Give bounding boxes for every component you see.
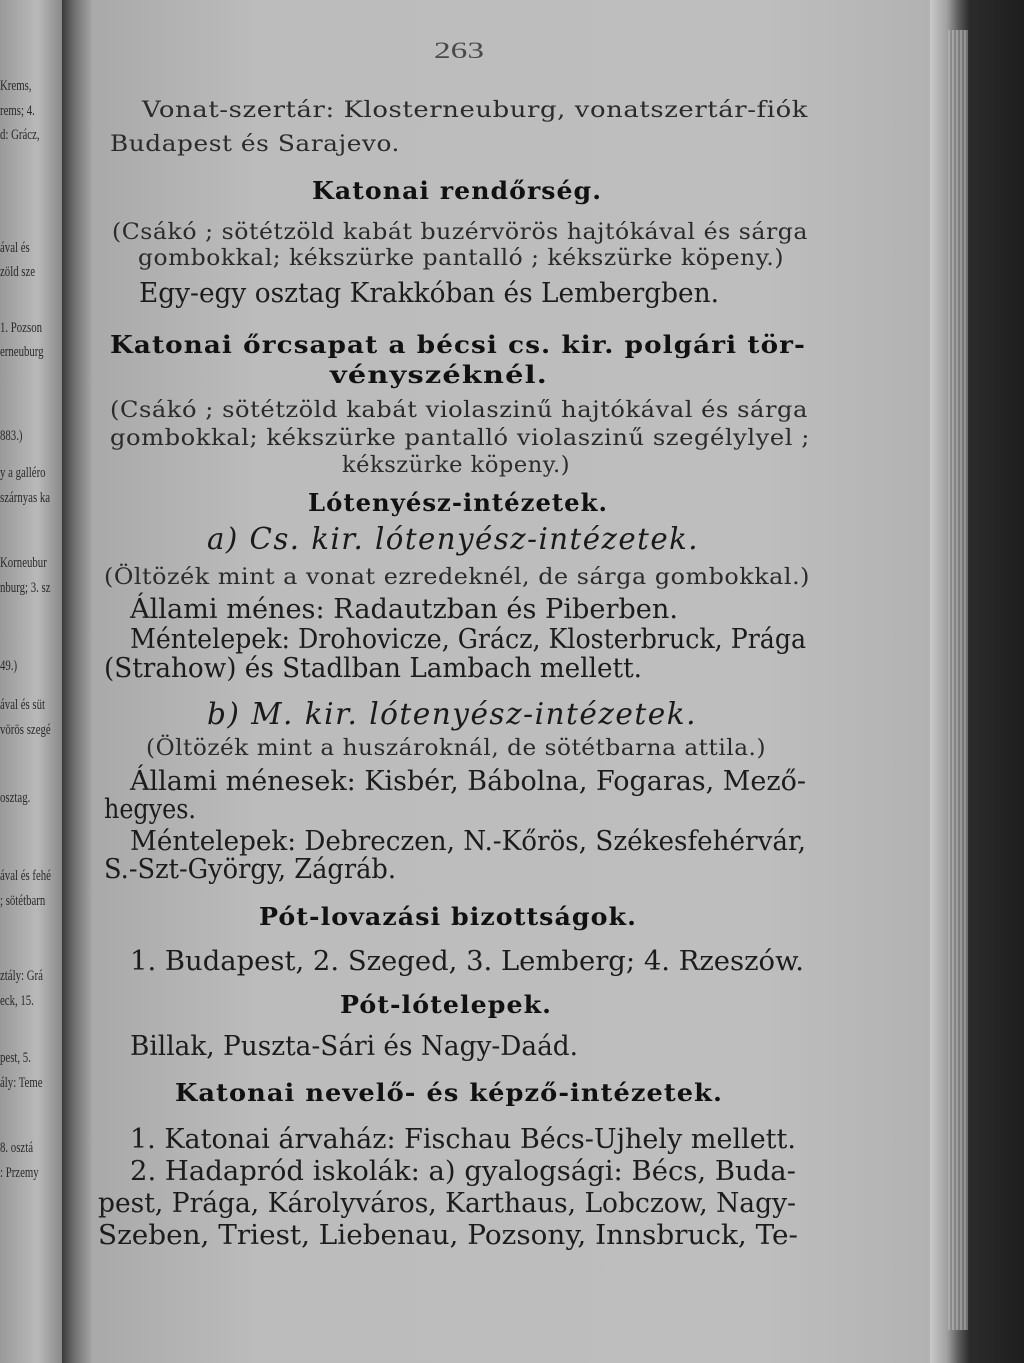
text-line: 2. Hadapród iskolák: a) gyalogsági: Bécs, Buda-	[130, 1156, 796, 1187]
text-line: (Öltözék mint a vonat ezredeknél, de sárga gombokkal.)	[104, 565, 811, 590]
margin-fragment: 8. osztá	[0, 1140, 33, 1156]
section-heading: Katonai rendőrség.	[312, 176, 603, 205]
subsection-heading: a) Cs. kir. lótenyész-intézetek.	[207, 522, 699, 557]
margin-fragment: ztály: Grá	[0, 968, 43, 984]
margin-fragment: d: Grácz,	[0, 127, 40, 143]
margin-fragment: nburg; 3. sz	[0, 580, 51, 596]
text-line: S.-Szt-György, Zágráb.	[104, 854, 397, 885]
book-gutter	[62, 0, 92, 1363]
margin-fragment: Korneubur	[0, 555, 47, 571]
text-line: Méntelepek: Debreczen, N.-Kőrös, Székesfehérvár,	[130, 826, 806, 857]
margin-fragment: osztag.	[0, 790, 31, 806]
margin-fragment: erneuburg	[0, 344, 44, 360]
margin-fragment: szárnyas ka	[0, 490, 51, 506]
page-stack-edge	[930, 0, 1024, 1363]
text-line: pest, Prága, Károlyváros, Karthaus, Lobczow, Nagy-	[98, 1188, 796, 1219]
text-line: Vonat-szertár: Klosterneuburg, vonatszertár-fiók	[142, 98, 809, 123]
text-line: Méntelepek: Drohovicze, Grácz, Klosterbruck, Prága	[130, 624, 807, 655]
left-page-edge	[0, 0, 62, 1363]
text-line: (Csákó ; sötétzöld kabát violaszinű hajtókával és sárga	[110, 398, 808, 423]
section-heading: Pót-lótelepek.	[340, 990, 552, 1019]
margin-fragment: ; sötétbarn	[0, 893, 46, 909]
margin-fragment: pest, 5.	[0, 1050, 31, 1066]
text-line: gombokkal; kékszürke pantalló violaszinű szegélylyel ;	[110, 426, 810, 451]
text-line: Budapest és Sarajevo.	[110, 132, 400, 157]
text-line: Egy-egy osztag Krakkóban és Lembergben.	[139, 278, 719, 309]
margin-fragment: ával és	[0, 240, 30, 256]
margin-fragment: y a galléro	[0, 465, 46, 481]
margin-fragment: 1. Pozson	[0, 320, 43, 336]
page-stack-texture	[948, 30, 968, 1330]
margin-fragment: Krems,	[0, 78, 32, 94]
page-number: 263	[434, 38, 485, 63]
text-line: Szeben, Triest, Liebenau, Pozsony, Innsbruck, Te-	[98, 1220, 798, 1251]
section-heading: Lótenyész-intézetek.	[308, 488, 608, 517]
margin-fragment: vörös szegé	[0, 722, 51, 738]
text-line: 1. Budapest, 2. Szeged, 3. Lemberg; 4. Rzeszów.	[130, 946, 805, 977]
text-line: kékszürke köpeny.)	[342, 453, 571, 478]
text-line: (Csákó ; sötétzöld kabát buzérvörös hajtókával és sárga	[112, 220, 809, 245]
text-line: (Öltözék mint a huszároknál, de sötétbarna attila.)	[146, 736, 767, 761]
text-line: (Strahow) és Stadlban Lambach mellett.	[104, 653, 643, 684]
text-line: hegyes.	[104, 794, 196, 825]
section-heading: Katonai őrcsapat a bécsi cs. kir. polgári tör-	[110, 330, 807, 359]
section-heading: vényszéknél.	[330, 360, 548, 389]
margin-fragment: 883.)	[0, 428, 23, 444]
text-line: Állami ménes: Radautzban és Piberben.	[130, 594, 678, 625]
margin-fragment: ával és süt	[0, 697, 45, 713]
margin-fragment: zöld sze	[0, 264, 36, 280]
text-line: 1. Katonai árvaház: Fischau Bécs-Ujhely mellett.	[130, 1124, 796, 1155]
text-line: Állami ménesek: Kisbér, Bábolna, Fogaras, Mező-	[130, 766, 806, 797]
margin-fragment: ával és fehé	[0, 868, 51, 884]
margin-fragment: eck, 15.	[0, 993, 34, 1009]
section-heading: Pót-lovazási bizottságok.	[259, 902, 637, 931]
subsection-heading: b) M. kir. lótenyész-intézetek.	[207, 697, 698, 732]
text-line: gombokkal; kékszürke pantalló ; kékszürke köpeny.)	[138, 246, 785, 271]
section-heading: Katonai nevelő- és képző-intézetek.	[175, 1078, 724, 1107]
text-line: Billak, Puszta-Sári és Nagy-Daád.	[130, 1031, 579, 1062]
margin-fragment: : Przemy	[0, 1165, 39, 1181]
margin-fragment: 49.)	[0, 658, 18, 674]
margin-fragment: rems; 4.	[0, 103, 35, 119]
margin-fragment: ály: Teme	[0, 1075, 43, 1091]
